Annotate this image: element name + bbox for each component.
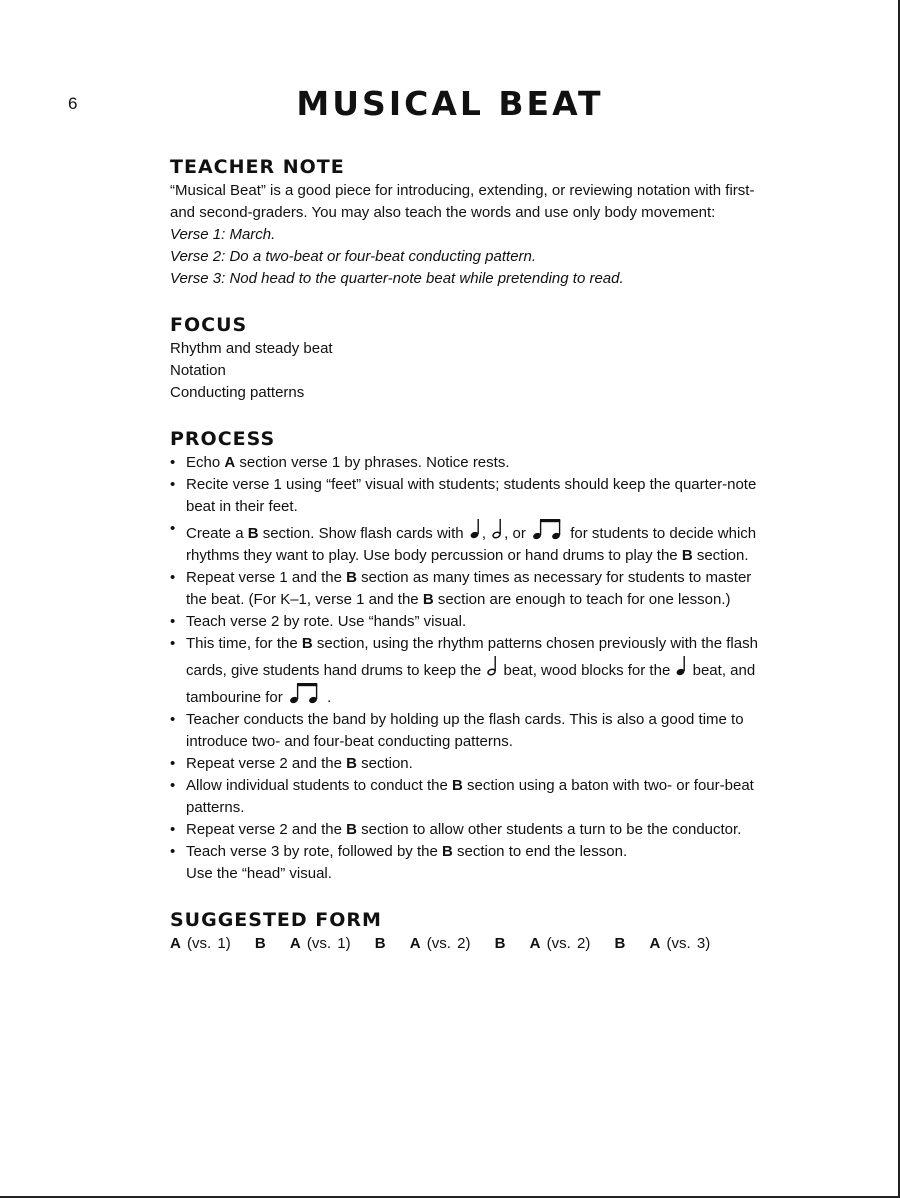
half-note-icon <box>492 518 502 540</box>
teacher-note-heading: TEACHER NOTE <box>170 156 345 178</box>
focus-item: Rhythm and steady beat <box>170 340 333 357</box>
form-letter: B <box>374 935 386 952</box>
list-item: • Teach verse 3 by rote, followed by the B section to end the lesson. Use the “head” visual. <box>170 841 770 885</box>
process-steps <box>170 452 770 885</box>
form-letter: A <box>289 935 301 952</box>
quarter-note-icon <box>470 518 480 540</box>
form-letter: B <box>614 935 626 952</box>
form-letter: A <box>649 935 661 952</box>
suggested-form-section <box>170 907 770 955</box>
teacher-note-section <box>170 154 770 290</box>
process-section <box>170 426 770 885</box>
form-detail: (vs. 2) <box>546 935 591 952</box>
verse-1-note: Verse 1: March. <box>170 226 276 243</box>
page-number: 6 <box>68 94 78 113</box>
focus-item: Conducting patterns <box>170 384 305 401</box>
focus-section <box>170 312 770 404</box>
eighth-notes-icon <box>289 682 321 704</box>
list-item: • Teacher conducts the band by holding up the flash cards. This is also a good time to introduce two- and four-beat conducting patterns. <box>170 709 770 753</box>
form-detail: (vs. 1) <box>306 935 351 952</box>
list-item: • Allow individual students to conduct the B section using a baton with two- or four-beat patterns. <box>170 775 770 819</box>
form-letter: A <box>409 935 421 952</box>
list-item: • Echo A section verse 1 by phrases. Notice rests. <box>170 452 770 474</box>
verse-2-note: Verse 2: Do a two-beat or four-beat conducting pattern. <box>170 248 537 265</box>
half-note-icon <box>487 655 497 677</box>
eighth-notes-icon <box>532 518 564 540</box>
form-sequence <box>170 933 770 955</box>
suggested-form-heading: SUGGESTED FORM <box>170 909 382 931</box>
quarter-note-icon <box>676 655 686 677</box>
form-letter: A <box>170 935 181 952</box>
process-heading: PROCESS <box>170 428 276 450</box>
focus-heading: FOCUS <box>170 314 248 336</box>
form-detail: (vs. 3) <box>666 935 711 952</box>
form-detail: (vs. 2) <box>426 935 471 952</box>
lesson-content <box>170 154 770 955</box>
list-item: • Recite verse 1 using “feet” visual with students; students should keep the quarter-note beat in their feet. <box>170 474 770 518</box>
form-letter: B <box>254 935 266 952</box>
teacher-note-intro: “Musical Beat” is a good piece for introducing, extending, or reviewing notation with first- and second-graders. You may also teach the words and use only body movement: <box>170 182 755 221</box>
form-letter: A <box>529 935 541 952</box>
list-item: • Repeat verse 1 and the B section as many times as necessary for students to master the beat. (For K–1, verse 1 and the B section are enough to teach for one lesson.) <box>170 567 770 611</box>
verse-3-note: Verse 3: Nod head to the quarter-note beat while pretending to read. <box>170 270 624 287</box>
list-item: • Create a B section. Show flash cards with , , or for students to decide which rhythms they want to play. Use body percussion or hand drums to play the B section. <box>170 518 770 567</box>
page-title: MUSICAL BEAT <box>296 84 604 123</box>
focus-item: Notation <box>170 362 226 379</box>
list-item: • Repeat verse 2 and the B section to allow other students a turn to be the conductor. <box>170 819 770 841</box>
form-detail: (vs. 1) <box>187 935 231 952</box>
list-item: • Repeat verse 2 and the B section. <box>170 753 770 775</box>
list-item: • Teach verse 2 by rote. Use “hands” visual. <box>170 611 770 633</box>
list-item: • This time, for the B section, using the rhythm patterns chosen previously with the flash cards, give students hand drums to keep the beat, wood blocks for the beat, and tambourine for . <box>170 633 770 709</box>
form-letter: B <box>494 935 506 952</box>
